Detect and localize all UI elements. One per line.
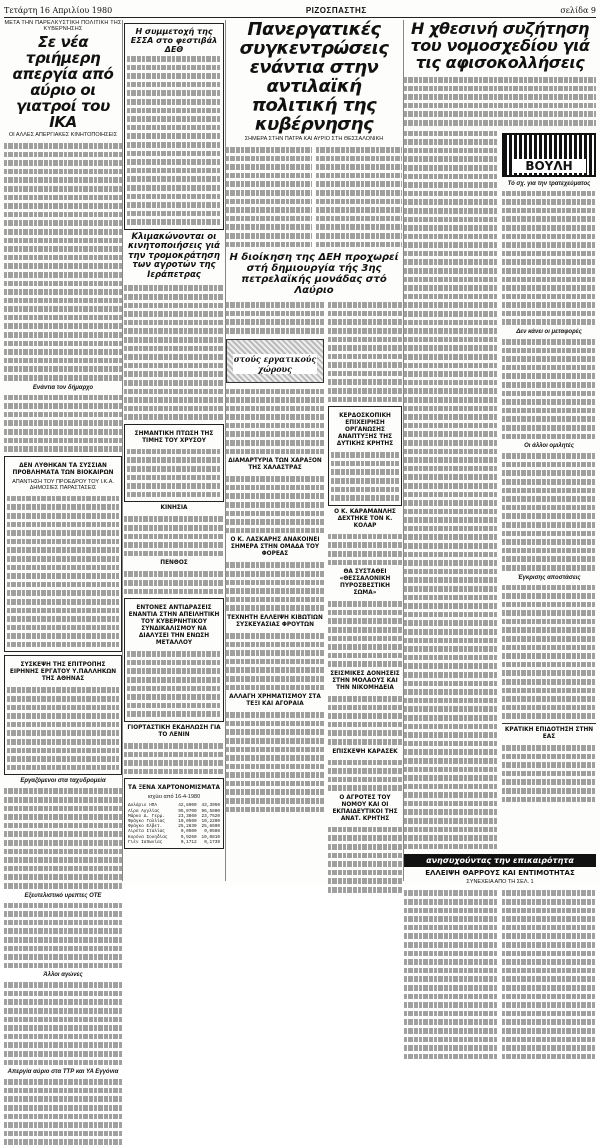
- column-rule: [122, 20, 123, 881]
- section-heading: ΕΛΛΕΙΨΗ ΘΑΡΡΟΥΣ ΚΑΙ ΕΝΤΙΜΟΤΗΤΑΣ: [425, 869, 575, 878]
- inline-heading: Οι άλλοι ομιλητές: [524, 443, 574, 450]
- article-body: [4, 980, 122, 1066]
- currency-sell: 10,0810: [201, 834, 220, 840]
- article-body: [124, 514, 224, 557]
- article-body: [4, 141, 122, 382]
- issue-date: Τετάρτη 16 Απριλίου 1980: [4, 5, 113, 15]
- currency-name: Γιέν Ιαπωνίας: [128, 839, 163, 845]
- boxed-article: [4, 655, 122, 775]
- section-heading: ΓΙΟΡΤΑΣΤΙΚΗ ΕΚΔΗΛΩΣΗ ΓΙΑ ΤΟ ΛΕΝΙΝ: [127, 724, 221, 738]
- article-body: [4, 393, 122, 453]
- currency-buy: 23,3860: [178, 813, 197, 819]
- subcolumn-left: [404, 888, 498, 1060]
- article-body: [4, 901, 122, 970]
- page-number: σελίδα 9: [560, 5, 596, 15]
- currency-buy: 0,1712: [180, 839, 197, 845]
- section-heading: ΚΡΑΤΙΚΗ ΕΠΙΔΟΤΗΣΗ ΣΤΗΝ ΕΑΣ: [504, 727, 594, 740]
- currency-row: [127, 840, 221, 845]
- headline-ierapetra: Κλιμακώνονται οι κινητοποιήσεις γιά την τρομοκράτηση των αγροτών της Ιεράπετρας: [128, 231, 220, 280]
- stamp-illustration: [226, 339, 324, 383]
- currency-name: Φράγκο Γαλλίας: [128, 818, 165, 824]
- headline-rallies: Πανεργατικές συγκεντρώσεις ενάντια στην αντιλαϊκή πολιτική της κυβέρνησης: [239, 19, 389, 135]
- inline-heading: Άλλοι αγώνες: [43, 972, 83, 979]
- currency-buy: 0,0500: [180, 829, 197, 835]
- currency-sell: 23,7520: [201, 813, 220, 819]
- currency-sell: 96,5800: [201, 808, 220, 814]
- section-heading: ΤΕΧΝΗΤΗ ΕΛΛΕΙΨΗ ΚΙΒΩΤΙΩΝ ΣΥΣΚΕΥΑΣΙΑΣ ΦΡΟΥΤΩΝ: [227, 614, 323, 628]
- section-heading: ΚΙΝΗΣΙΑ: [160, 505, 188, 512]
- subcolumn-right: [502, 129, 596, 851]
- currency-sell: 0,0508: [204, 829, 220, 835]
- boxed-article: [124, 424, 224, 503]
- article-body: [4, 1077, 122, 1146]
- two-col-block: [404, 888, 596, 1060]
- box-headline: ΣΥΣΚΕΨΗ ΤΗΣ ΕΠΙΤΡΟΠΗΣ ΕΙΡΗΝΗΣ ΕΡΓΑΤΟΥ Υ.ΠΑΛΛΗΚΩΝ ΤΗΣ ΑΘΗΝΑΣ: [9, 662, 117, 683]
- headline-dei: Η διοίκηση της ΔΕΗ προχωρεί στή δημιουργία τής 3ης πετρελαϊκής μονάδας στό Λαύριο: [229, 252, 399, 297]
- currency-buy: 42,6900: [178, 803, 197, 809]
- section-banner: ανησυχούντας την επικαιρότητα: [404, 854, 596, 867]
- column-a: [4, 20, 122, 1076]
- currency-name: Λίρα Αγγλίας: [128, 808, 160, 814]
- currency-sell: 0,1739: [204, 839, 220, 845]
- two-col-block: [404, 129, 596, 851]
- page-header: [4, 3, 596, 18]
- currency-sell: 10,2200: [201, 818, 220, 824]
- boxed-article: [328, 406, 402, 506]
- box-headline: ΣΗΜΑΝΤΙΚΗ ΠΤΩΣΗ ΤΗΣ ΤΙΜΗΣ ΤΟΥ ΧΡΥΣΟΥ: [134, 430, 214, 444]
- currency-name: Φράγκο Ελβετ.: [128, 824, 163, 830]
- masthead: ΡΙΖΟΣΠΑΣΤΗΣ: [305, 5, 367, 15]
- article-body: [124, 283, 224, 421]
- box-headline: Η συμμετοχή της ΕΣΣΑ στο φεστιβάλ ΔΕΘ: [130, 27, 218, 54]
- article-body: [4, 786, 122, 889]
- inline-heading: Εργαζόμενοι στα ταχυδρομεία: [20, 778, 106, 785]
- currency-table-box: [124, 778, 224, 849]
- column-c: [226, 20, 402, 881]
- box-headline: ΚΕΡΔΟΣΚΟΠΙΚΗ ΕΠΙΧΕΙΡΗΣΗ ΟΡΓΑΝΩΣΗΣ ΑΝΑΠΤΥΞΗΣ ΤΗΣ ΔΥΤΙΚΗΣ ΚΡΗΤΗΣ: [336, 413, 394, 448]
- box-headline: ΤΑ ΞΕΝΑ ΧΑΡΤΟΝΟΜΙΣΜΑΤΑ: [128, 785, 220, 792]
- divider: [502, 723, 596, 724]
- subcolumn-right: [328, 300, 402, 894]
- currency-sell: 43,3950: [201, 803, 220, 809]
- section-heading: Ο ΑΓΡΟΤΕΣ ΤΟΥ ΝΟΜΟΥ ΚΑΙ ΟΙ ΕΚΠΑΙΔΕΥΤΙΚΟΙ ΤΗΣ ΑΝΑΤ. ΚΡΗΤΗΣ: [332, 794, 398, 822]
- currency-buy: 9,9260: [180, 834, 197, 840]
- headline-bill-debate: Η χθεσινή συζήτηση του νομοσχεδίου γιά τις αφισοκολλήσεις: [410, 19, 590, 72]
- currency-buy: 95,0700: [178, 808, 197, 814]
- subcolumn-left: [404, 129, 498, 851]
- box-subhead: ΑΠΑΝΤΗΣΗ ΤΟΥ ΠΡΟΕΔΡΟΥ ΤΟΥ Ι.Κ.Α. ΔΗΜΟΣΙΕΣ ΠΑΡΑΣΤΑΣΕΙΣ: [12, 478, 114, 491]
- section-heading: ΑΛΛΑΓΗ ΧΡΗΜΑΤΙΣΜΟΥ ΣΤΑ ΤΕΞΙ ΚΑΙ ΑΓΟΡΑΙΑ: [229, 694, 321, 708]
- section-heading: Ο Κ. ΚΑΡΑΜΑΝΛΗΣ ΔΕΧΤΗΚΕ ΤΟΝ Κ. ΚΟΛΑΡ: [334, 508, 396, 529]
- section-heading: ΘΑ ΣΥΣΤΑΘΕΙ «ΘΕΣΣΑΛΟΝΙΚΗ ΠΥΡΟΣΒΕΣΤΙΚΗ ΣΩΜΑ»: [339, 569, 391, 597]
- inline-heading: Εξευτελιστικό υρεπτες ΟΤΕ: [24, 892, 102, 899]
- currency-name: Λιρέτα Ιταλίας: [128, 829, 165, 835]
- currency-table: [127, 803, 221, 845]
- section-heading: ΔΙΑΜΑΡΤΥΡΙΑ ΤΩΝ ΧΑΡΑΞΟΝ ΤΗΣ ΧΑΛΑΣΤΡΑΣ: [228, 458, 322, 472]
- section-heading: ΣΕΙΣΜΙΚΕΣ ΔΟΝΗΣΕΙΣ ΣΤΗΝ ΜΟΛΑΟΥΣ ΚΑΙ ΤΗΝ ΝΙΚΟΜΗΔΕΙΑ: [330, 670, 400, 691]
- section-heading: ΠΕΝΘΟΣ: [160, 560, 188, 567]
- article-body: [124, 741, 224, 775]
- currency-buy: 25,2830: [178, 824, 197, 830]
- box-subhead: ισχύει από 16-4-1980: [147, 794, 201, 801]
- box-headline: ΔΕΝ ΛΥΘΗΚΑΝ ΤΑ ΣΥΣΣΙΑΝ ΠΡΟΒΛΗΜΑΤΑ ΤΩΝ ΒΙΟΚΑΙΡΩΝ: [12, 462, 114, 476]
- article-body: [124, 569, 224, 595]
- subhead: ΣΥΝΕΧΕΙΑ ΑΠΟ ΤΗ ΣΕΛ. 1: [466, 879, 534, 886]
- boxed-article: [124, 598, 224, 722]
- subhead: ΟΙ ΑΛΛΕΣ ΑΠΕΡΓΙΑΚΕΣ ΚΙΝΗΤΟΠΟΙΗΣΕΙΣ: [8, 132, 118, 138]
- article-body: [404, 75, 596, 127]
- boxed-article: [4, 456, 122, 653]
- column-b: [124, 20, 224, 881]
- box-headline: ΕΝΤΟΝΕΣ ΑΝΤΙΔΡΑΣΕΙΣ ΕΝΑΝΤΙΑ ΣΤΗΝ ΑΠΕΙΛΗΤΙΚΗ ΤΟΥ ΚΥΒΕΡΝΗΤΙΚΟΥ ΣΥΝΔΙΚΑΛΙΣΜΟΥ ΝΑ ΔΙΑΛΥΣΕΙ ΤΗΝ ΕΝΩΣΗ ΜΕΤΑΛΛΟΥ: [128, 605, 220, 647]
- currency-name: Κορόνα Σουηδίας: [128, 834, 168, 840]
- section-heading: ΕΠΙΣΚΕΨΗ ΚΑΡΑΣΕΚ: [332, 748, 398, 755]
- inline-heading: Έγκρισης αποστάσεις: [517, 574, 581, 581]
- logo-label: ΒΟΥΛΗ: [512, 159, 586, 173]
- inline-heading: Δεν κάνει οι μεταφορές: [516, 329, 582, 336]
- column-d: [404, 19, 596, 886]
- currency-name: Δολάριο ΗΠΑ: [128, 803, 157, 809]
- currency-buy: 10,0560: [178, 818, 197, 824]
- inline-heading: Απεργία αύριο στα ΤΤΡ και ΥΑ Εγγόνια: [7, 1069, 119, 1076]
- subcolumn-right: [502, 888, 596, 1060]
- two-col-block: [226, 300, 402, 894]
- currency-name: Μάρκο Δ. Γερμ.: [128, 813, 165, 819]
- section-heading: Ο Κ. ΛΑΣΚΑΡΗΣ ΑΝΑΚΟΙΝΕΙ ΣΗΜΕΡΑ ΣΤΗΝ ΟΜΑΔΑ ΤΟΥ ΦΟΡΕΑΣ: [230, 537, 320, 558]
- article-body: [226, 145, 402, 248]
- inline-heading: Ενάντια τον δήμαρχο: [32, 384, 94, 391]
- subhead: ΣΗΜΕΡΑ ΣΤΗΝ ΠΑΤΡΑ ΚΑΙ ΑΥΡΙΟ ΣΤΗ ΘΕΣΣΑΛΟΝΙΚΗ: [244, 136, 384, 142]
- subcolumn-left: [226, 300, 324, 894]
- vouli-logo: [502, 133, 596, 177]
- kicker: ΜΕΤΑ ΤΗΝ ΠΑΡΕΛΚΥΣΤΙΚΗ ΠΟΛΙΤΙΚΗ ΤΗΣ ΚΥΒΕΡΝΗΣΗΣ: [4, 20, 122, 32]
- inline-heading: Τό σχ. για την τρατεχεύματος: [507, 180, 591, 187]
- boxed-article: [124, 23, 224, 230]
- currency-sell: 25,6690: [201, 824, 220, 830]
- headline-ika-strike: Σε νέα τριήμερη απεργία από αύριο οι γιατροί του ΙΚΑ: [12, 33, 114, 131]
- stamp-label: στούς εργατικούς χώρους: [233, 353, 317, 374]
